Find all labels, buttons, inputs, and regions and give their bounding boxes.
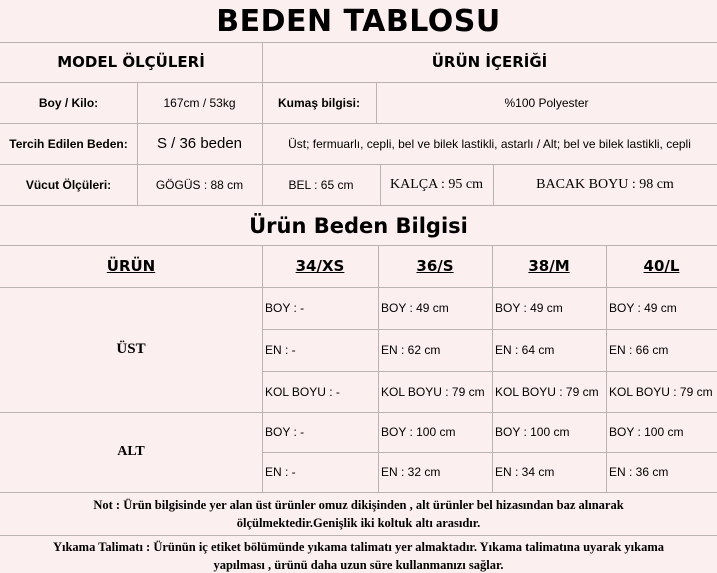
- washing-instruction-line-2: yapılması , ürünü daha uzun süre kullanmanızı sağlar.: [213, 558, 504, 572]
- preferred-size-label: Tercih Edilen Beden:: [9, 136, 128, 151]
- table-cell: BOY : 100 cm: [381, 425, 456, 439]
- table-cell: BOY : 100 cm: [495, 425, 570, 439]
- waist-measure: BEL : 65 cm: [288, 177, 354, 192]
- chest-measure: GÖGÜS : 88 cm: [155, 177, 244, 192]
- divider: [0, 492, 717, 493]
- table-cell: BOY : 100 cm: [609, 425, 684, 439]
- table-cell: BOY : 49 cm: [609, 301, 677, 315]
- table-cell: EN : 66 cm: [609, 343, 669, 357]
- table-cell: KOL BOYU : 79 cm: [381, 384, 485, 399]
- table-cell: EN : 62 cm: [381, 343, 441, 357]
- height-weight-value: 167cm / 53kg: [163, 95, 236, 110]
- hip-measure: KALÇA : 95 cm: [390, 176, 483, 192]
- body-measurements-label: Vücut Ölçüleri:: [25, 177, 112, 192]
- col-header-size: 34/XS: [295, 257, 345, 275]
- table-cell: EN : 32 cm: [381, 465, 441, 479]
- preferred-size-value: S / 36 beden: [156, 135, 243, 152]
- table-cell: EN : 36 cm: [609, 465, 669, 479]
- col-header-size: 38/M: [528, 257, 570, 275]
- col-header-product: ÜRÜN: [106, 257, 156, 275]
- table-cell: BOY : 49 cm: [495, 301, 563, 315]
- table-cell: BOY : 49 cm: [381, 301, 449, 315]
- table-cell: EN : -: [265, 343, 296, 357]
- table-cell: EN : 34 cm: [495, 465, 555, 479]
- top-garment-label: ÜST: [116, 341, 146, 357]
- table-cell: EN : -: [265, 465, 296, 479]
- table-cell: KOL BOYU : -: [265, 384, 340, 399]
- product-content-header: ÜRÜN İÇERİĞİ: [431, 53, 548, 71]
- table-cell: BOY : -: [265, 425, 305, 439]
- model-measurements-header: MODEL ÖLÇÜLERİ: [57, 53, 205, 71]
- bottom-garment-label: ALT: [117, 444, 145, 459]
- table-cell: KOL BOYU : 79 cm: [609, 384, 713, 399]
- size-info-title: Ürün Beden Bilgisi: [249, 214, 468, 238]
- product-description: Üst; fermuarlı, cepli, bel ve bilek lastikli, astarlı / Alt; bel ve bilek lastikli, cepli: [288, 136, 691, 151]
- washing-instruction-line-1: Yıkama Talimatı : Ürünün iç etiket bölümünde yıkama talimatı yer almaktadır. Yıkama talimatına uyarak yıkama: [52, 540, 665, 554]
- fabric-value: %100 Polyester: [504, 95, 589, 110]
- measurement-note-line-2: ölçülmektedir.Genişlik iki koltuk altı arasıdır.: [236, 516, 481, 530]
- measurement-note-line-1: Not : Ürün bilgisinde yer alan üst ürünler omuz dikişinden , alt ürünler bel hizasından baz alınarak: [93, 498, 624, 512]
- height-weight-label: Boy / Kilo:: [38, 95, 99, 110]
- table-cell: KOL BOYU : 79 cm: [495, 384, 599, 399]
- leg-length-measure: BACAK BOYU : 98 cm: [536, 176, 674, 192]
- page-title: BEDEN TABLOSU: [216, 4, 501, 39]
- fabric-label: Kumaş bilgisi:: [277, 95, 360, 110]
- col-header-size: 36/S: [416, 257, 454, 275]
- table-cell: BOY : -: [265, 301, 305, 315]
- divider: [0, 535, 717, 536]
- table-cell: EN : 64 cm: [495, 343, 555, 357]
- col-header-size: 40/L: [643, 257, 680, 275]
